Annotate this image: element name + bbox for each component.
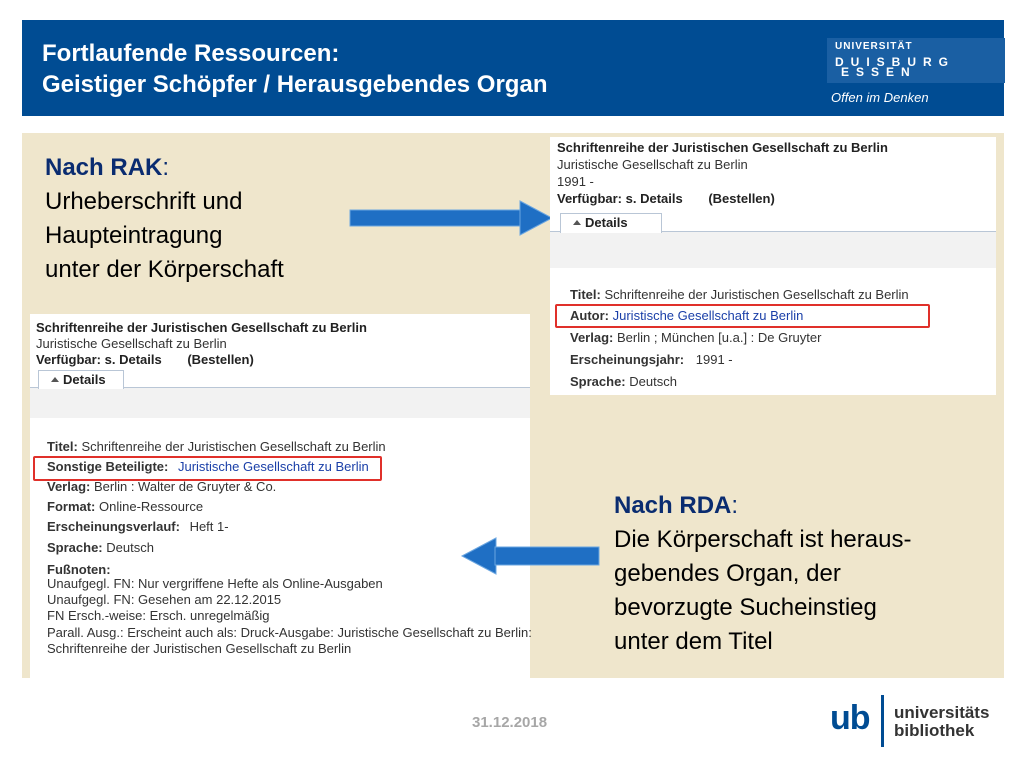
rak-series-title: Schriftenreihe der Juristischen Gesellschaft zu Berlin: [557, 140, 888, 155]
rda-explanation: [614, 489, 911, 659]
rda-footnote-5: Schriftenreihe der Juristischen Gesellschaft zu Berlin: [47, 641, 352, 656]
rda-field-contributors: Sonstige Beteiligte: Juristische Gesellschaft zu Berlin: [47, 459, 369, 474]
rak-field-author: Autor: Juristische Gesellschaft zu Berlin: [570, 308, 804, 323]
university-logo: [827, 38, 1005, 105]
rda-order-link[interactable]: (Bestellen): [187, 352, 254, 367]
rda-field-publisher: Verlag: Berlin : Walter de Gruyter & Co.: [47, 479, 277, 494]
ub-divider: [881, 695, 884, 747]
rak-line-3: unter der Körperschaft: [45, 256, 284, 283]
rda-heading: Nach RDA: [614, 492, 732, 519]
rda-tab-details[interactable]: [38, 370, 124, 389]
rak-author-highlight: [555, 304, 930, 328]
slide-title: [42, 38, 547, 100]
collapse-triangle-icon: [51, 377, 59, 382]
rda-field-course: Erscheinungsverlauf: Heft 1-: [47, 519, 229, 534]
rak-availability: [557, 191, 775, 206]
title-line-1: Fortlaufende Ressourcen:: [42, 40, 340, 67]
rda-availability-label[interactable]: Verfügbar: s. Details: [36, 352, 162, 367]
rda-footnote-4: Parall. Ausg.: Erscheint auch als: Druck-Ausgabe: Juristische Gesellschaft zu Berlin:: [47, 625, 532, 640]
rak-tab-details-label: Details: [585, 215, 628, 230]
rda-field-format: Format: Online-Ressource: [47, 499, 204, 514]
rda-line-4: unter dem Titel: [614, 628, 773, 655]
rak-year-line: 1991 -: [557, 174, 594, 189]
rda-series-title: Schriftenreihe der Juristischen Gesellschaft zu Berlin: [36, 320, 367, 335]
ub-word-line-1: universitäts: [894, 703, 990, 722]
rak-tab-details[interactable]: [560, 213, 662, 233]
slide-content: [22, 133, 1004, 678]
logo-essen: ESSEN: [841, 65, 917, 79]
ub-logo: [830, 693, 1010, 753]
rda-footnote-3: FN Ersch.-weise: Ersch. unregelmäßig: [47, 608, 270, 623]
collapse-triangle-icon: [573, 220, 581, 225]
rak-catalog-record: [550, 137, 996, 395]
rda-colon: :: [731, 492, 739, 519]
rak-explanation: [45, 151, 284, 287]
rak-field-language: Sprache: Deutsch: [570, 374, 677, 389]
rda-tab-bar: [30, 387, 530, 418]
rda-catalog-record: [30, 314, 530, 678]
rda-tab-details-label: Details: [63, 372, 106, 387]
logo-universitaet: UNIVERSITÄT: [835, 41, 913, 52]
rak-tab-bar: [550, 231, 996, 268]
ub-mark: ub: [830, 699, 870, 737]
rda-footnotes-label: Fußnoten:: [47, 562, 111, 577]
rak-line-2: Haupteintragung: [45, 222, 223, 249]
rak-field-title: Titel: Schriftenreihe der Juristischen Gesellschaft zu Berlin: [570, 287, 909, 302]
ub-word-line-2: bibliothek: [894, 721, 975, 740]
rak-heading: Nach RAK: [45, 154, 163, 181]
rak-order-link[interactable]: (Bestellen): [708, 191, 775, 206]
logo-duisburg: DUISBURG: [835, 55, 956, 69]
rak-field-publisher: Verlag: Berlin ; München [u.a.] : De Gruyter: [570, 330, 822, 345]
rda-line-3: bevorzugte Sucheinstieg: [614, 594, 877, 621]
rda-field-title: Titel: Schriftenreihe der Juristischen Gesellschaft zu Berlin: [47, 439, 386, 454]
logo-box: [827, 38, 1005, 83]
rak-colon: :: [162, 154, 170, 181]
arrow-right-icon: [348, 199, 554, 237]
rda-footnote-2: Unaufgegl. FN: Gesehen am 22.12.2015: [47, 592, 282, 607]
rda-publisher-line: Juristische Gesellschaft zu Berlin: [36, 336, 227, 351]
rda-availability: [36, 352, 254, 367]
rak-publisher-line: Juristische Gesellschaft zu Berlin: [557, 157, 748, 172]
rda-field-language: Sprache: Deutsch: [47, 540, 154, 555]
title-line-2: Geistiger Schöpfer / Herausgebendes Organ: [42, 71, 548, 98]
logo-slogan: Offen im Denken: [831, 90, 929, 105]
slide-header: [22, 20, 1004, 116]
rda-line-2: gebendes Organ, der: [614, 560, 841, 587]
rak-author-link[interactable]: Juristische Gesellschaft zu Berlin: [612, 308, 804, 323]
arrow-left-icon: [460, 535, 602, 577]
rda-footnote-1: Unaufgegl. FN: Nur vergriffene Hefte als Online-Ausgaben: [47, 576, 383, 591]
footer-date: 31.12.2018: [472, 714, 548, 731]
rda-contributor-highlight: [33, 456, 382, 481]
rda-contributor-link[interactable]: Juristische Gesellschaft zu Berlin: [177, 459, 369, 474]
rak-field-year: Erscheinungsjahr: 1991 -: [570, 352, 733, 367]
rak-line-1: Urheberschrift und: [45, 188, 243, 215]
rda-line-1: Die Körperschaft ist heraus-: [614, 526, 912, 553]
rak-availability-label[interactable]: Verfügbar: s. Details: [557, 191, 683, 206]
